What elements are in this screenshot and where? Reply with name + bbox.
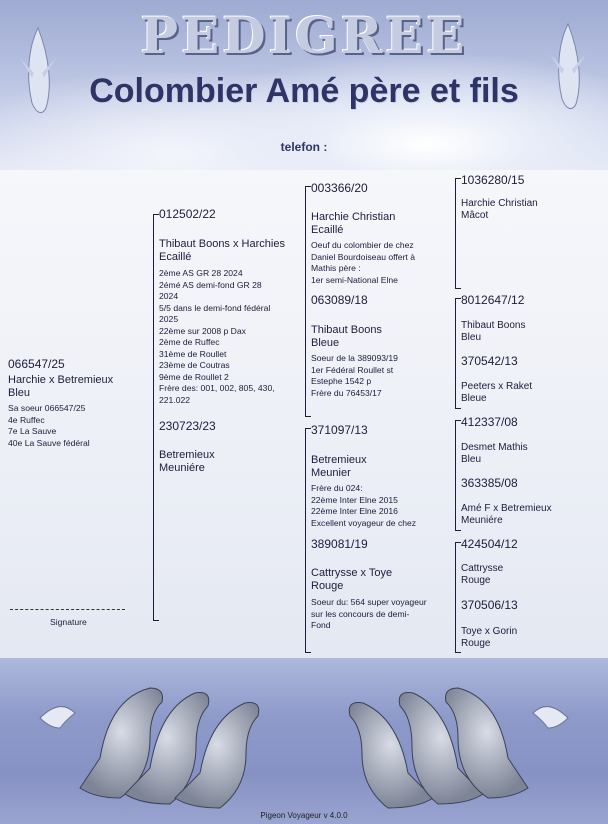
phone-label: telefon : bbox=[280, 140, 328, 154]
connector-line bbox=[455, 420, 456, 530]
dam-name: Betremieux Meuniére bbox=[159, 449, 215, 474]
connector-line bbox=[455, 652, 461, 653]
gg-ring: 1036280/15 bbox=[461, 173, 525, 187]
connector-line bbox=[455, 288, 461, 289]
gg-name: Peeters x Raket Bleue bbox=[461, 381, 533, 404]
grandsire-dam-ring: 371097/13 bbox=[311, 423, 368, 437]
gg-ring: 8012647/12 bbox=[461, 293, 525, 307]
grandsire-dam-name: Betremieux Meunier bbox=[311, 454, 367, 479]
gg-name: Cattrysse Rouge bbox=[461, 563, 504, 586]
sire-name: Thibaut Boons x Harchies Ecaillé bbox=[159, 238, 285, 263]
gg-name: Amé F x Betremieux Meuniére bbox=[461, 503, 552, 526]
gg-ring: 370506/13 bbox=[461, 598, 518, 612]
granddam-sire-name: Thibaut Boons Bleue bbox=[311, 324, 382, 349]
connector-line bbox=[305, 652, 311, 653]
connector-line bbox=[455, 530, 461, 531]
subject-notes: Sa soeur 066547/25 4e Ruffec 7e La Sauve 40e La Sauve fédéral bbox=[8, 403, 90, 448]
grandsire-sire-name: Harchie Christian Ecaillé bbox=[311, 211, 396, 236]
connector-line bbox=[305, 186, 306, 416]
granddam-sire-notes: Soeur de la 389093/19 1er Fédéral Roullet st Estephe 1542 p Frère du 76453/17 bbox=[311, 353, 398, 398]
granddam-dam-name: Cattrysse x Toye Rouge bbox=[311, 567, 393, 592]
signature-label: Signature bbox=[50, 617, 87, 627]
gg-ring: 412337/08 bbox=[461, 415, 518, 429]
connector-line bbox=[455, 542, 456, 652]
gg-ring: 363385/08 bbox=[461, 476, 518, 490]
granddam-sire-ring: 063089/18 bbox=[311, 293, 368, 307]
signature-line bbox=[10, 609, 125, 610]
connector-line bbox=[153, 214, 154, 620]
pedigree-footer bbox=[0, 658, 608, 824]
gg-name: Toye x Gorin Rouge bbox=[461, 626, 518, 649]
subject-ring: 066547/25 bbox=[8, 357, 65, 371]
dam-ring: 230723/23 bbox=[159, 419, 216, 433]
subject-name: Harchie x Betremieux Bleu bbox=[8, 374, 114, 399]
grandsire-sire-ring: 003366/20 bbox=[311, 181, 368, 195]
gg-name: Desmet Mathis Bleu bbox=[461, 442, 528, 465]
granddam-dam-notes: Soeur du: 564 super voyageur sur les concours de demi- Fond bbox=[311, 597, 427, 630]
granddam-dam-ring: 389081/19 bbox=[311, 537, 368, 551]
gg-name: Harchie Christian Mâcot bbox=[461, 198, 538, 221]
connector-line bbox=[455, 178, 456, 288]
connector-line bbox=[455, 408, 461, 409]
connector-line bbox=[305, 428, 306, 652]
sire-ring: 012502/22 bbox=[159, 207, 216, 221]
connector-line bbox=[305, 416, 311, 417]
gg-ring: 370542/13 bbox=[461, 354, 518, 368]
connector-line bbox=[455, 298, 456, 408]
club-title: Colombier Amé père et fils bbox=[89, 72, 519, 110]
software-version: Pigeon Voyageur v 4.0.0 bbox=[260, 811, 348, 820]
pedigree-title: PEDIGREE bbox=[140, 6, 468, 65]
grandsire-sire-notes: Oeuf du colombier de chez Daniel Bourdoiseau offert à Mathis père : 1er semi-National Elne bbox=[311, 240, 415, 285]
connector-line bbox=[153, 620, 159, 621]
pigeon-icon bbox=[0, 658, 608, 824]
pedigree-body bbox=[0, 170, 608, 658]
sire-notes: 2ème AS GR 28 2024 2émé AS demi-fond GR 28 2024 5/5 dans le demi-fond fédéral 2025 22ème sur 2008 p Dax 2ème de Ruffec 31ème de Roullet 23ème de Coutras 9ème de Roullet 2 Frère des: 001, 002, 805, 430, 221.022 bbox=[159, 268, 275, 405]
pedigree-header bbox=[0, 0, 608, 170]
gg-name: Thibaut Boons Bleu bbox=[461, 320, 526, 343]
gg-ring: 424504/12 bbox=[461, 537, 518, 551]
grandsire-dam-notes: Frère du 024: 22ème Inter Elne 2015 22ème Inter Elne 2016 Excellent voyageur de chez bbox=[311, 483, 417, 528]
